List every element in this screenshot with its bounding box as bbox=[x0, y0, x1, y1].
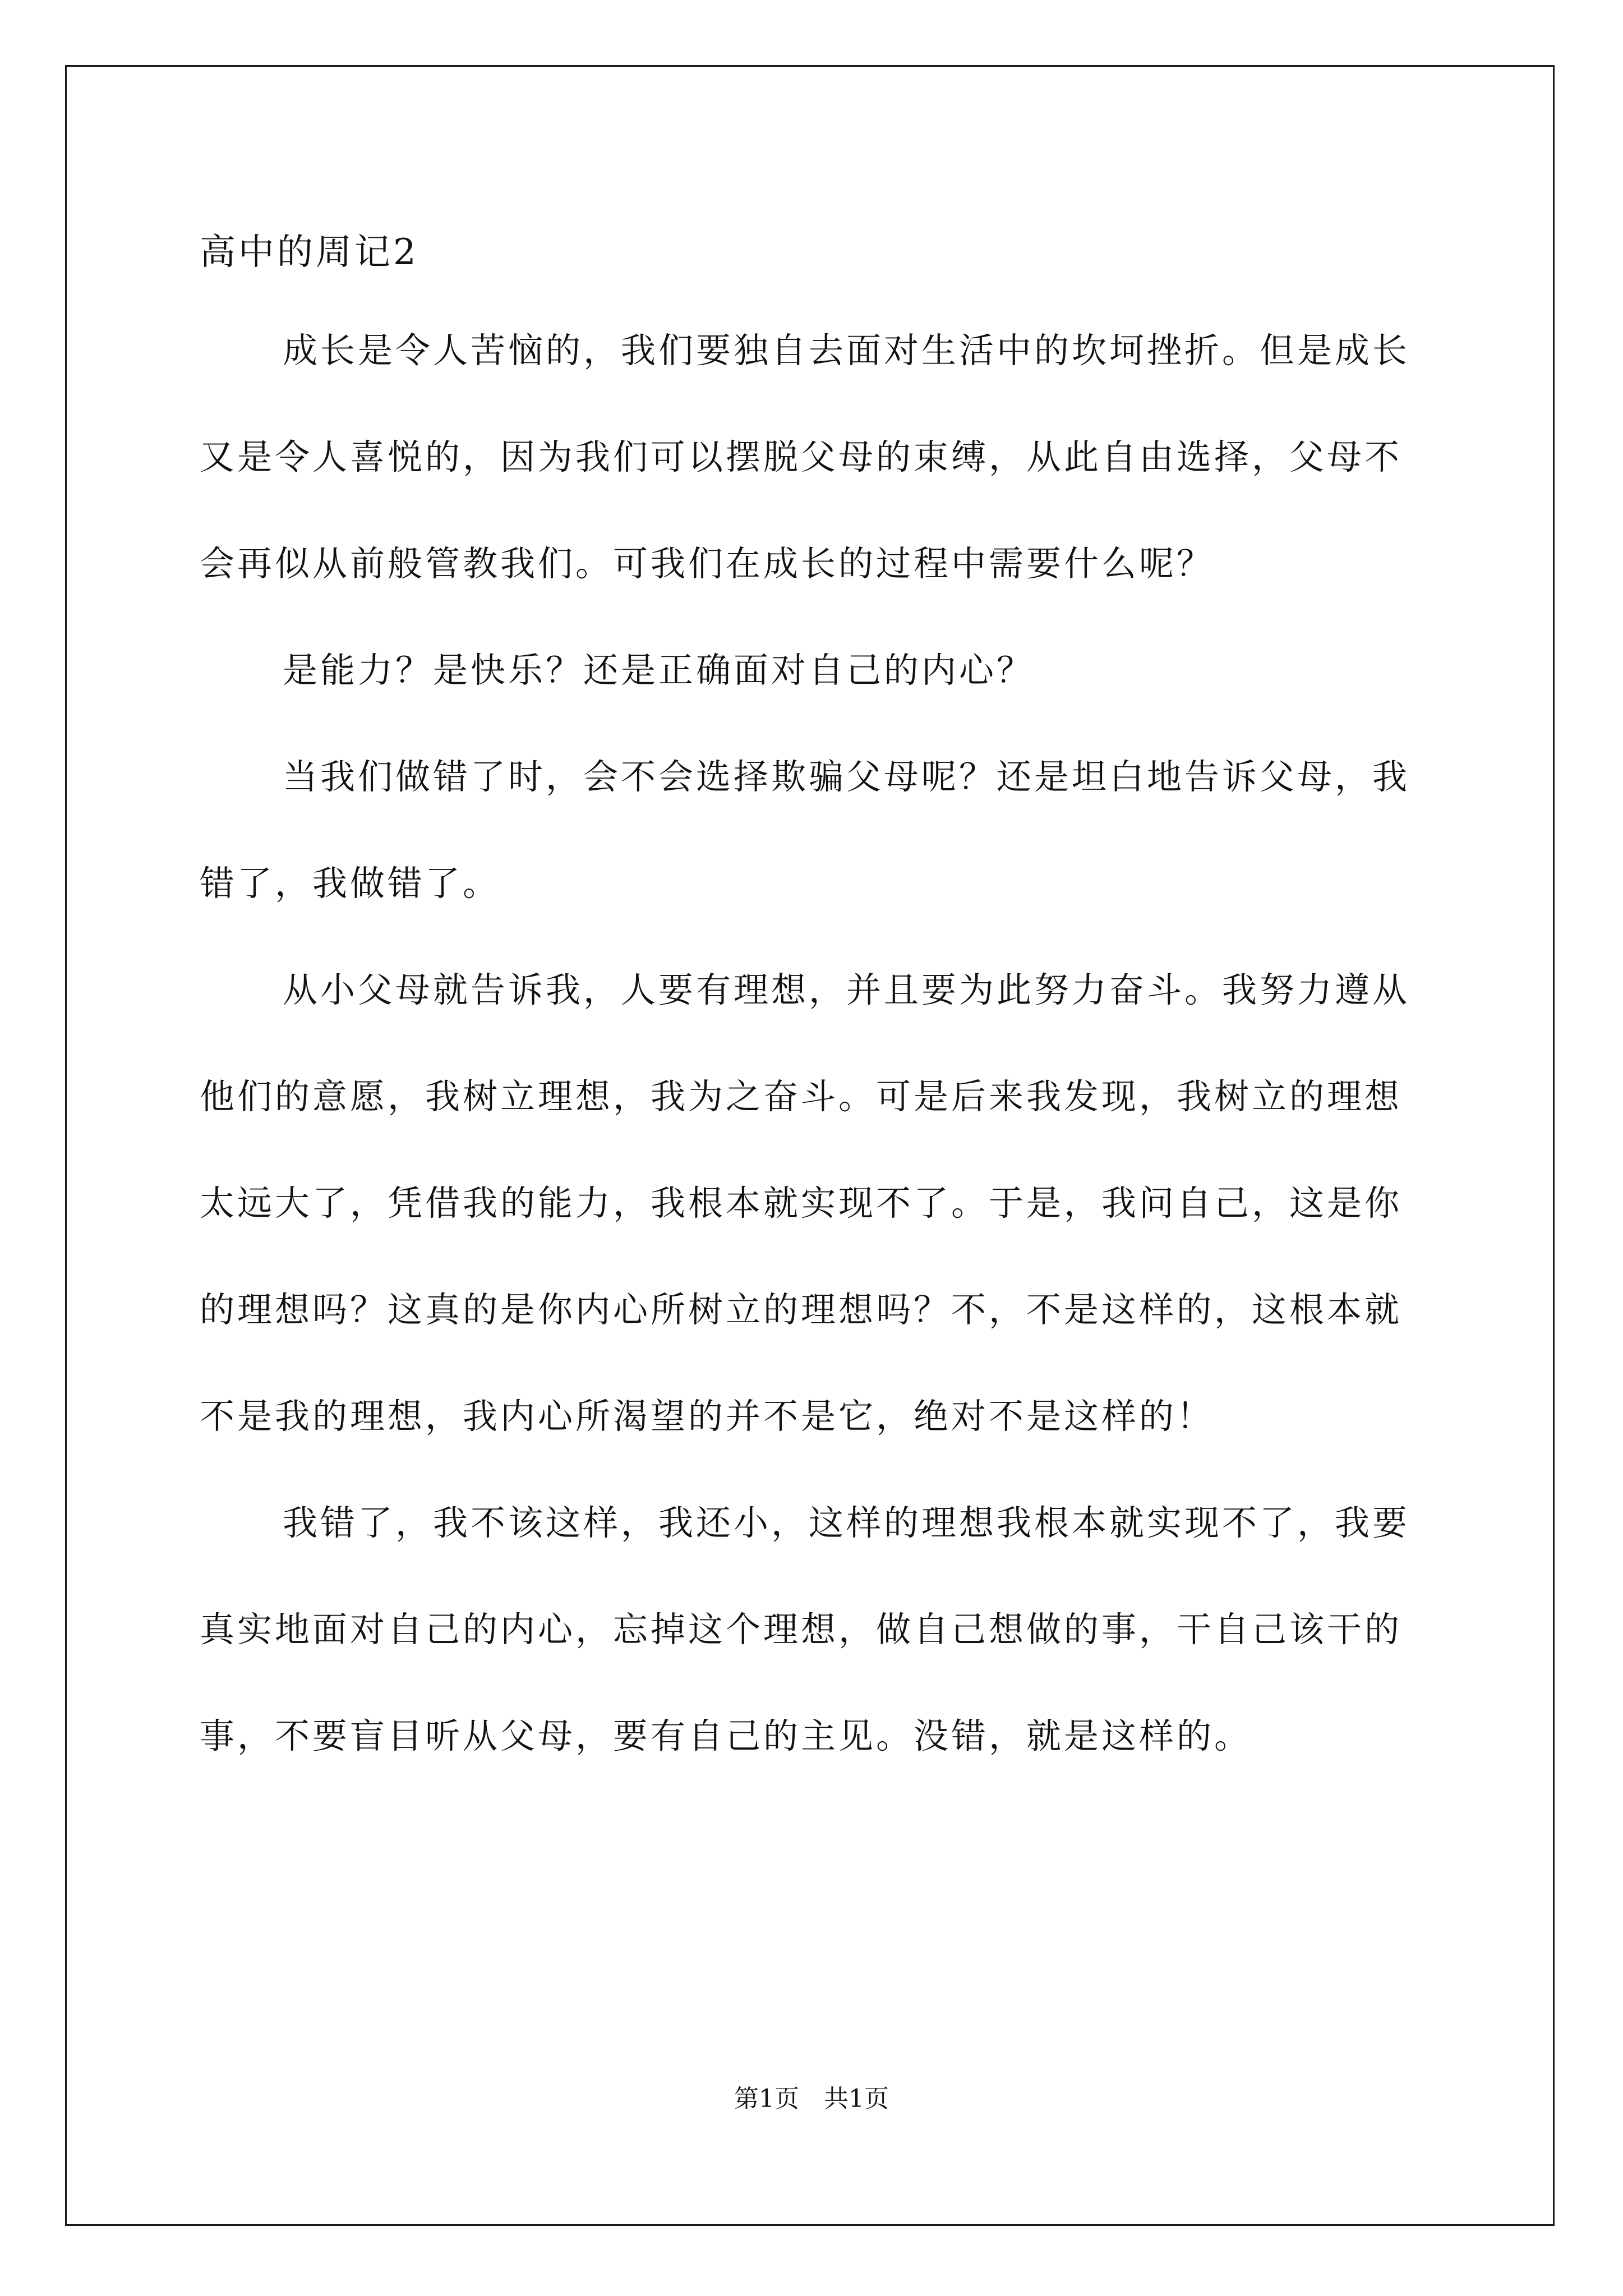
paragraph-1: 成长是令人苦恼的，我们要独自去面对生活中的坎坷挫折。但是成长又是令人喜悦的，因为我们可以摆脱父母的束缚，从此自由选择，父母不会再似从前般管教我们。可我们在成长的过程中需要什么呢？ bbox=[200, 330, 1410, 584]
page-footer bbox=[0, 2082, 1623, 2116]
document-body bbox=[200, 208, 1439, 1789]
paragraph-5: 我错了，我不该这样，我还小，这样的理想我根本就实现不了，我要真实地面对自己的内心，忘掉这个理想，做自己想做的事，干自己该干的事，不要盲目听从父母，要有自己的主见。没错，就是这样的。 bbox=[200, 1502, 1410, 1756]
total-pages-label: 共1页 bbox=[824, 2085, 889, 2113]
paragraph-2: 是能力？是快乐？还是正确面对自己的内心？ bbox=[283, 650, 1035, 691]
paragraph-4: 从小父母就告诉我，人要有理想，并且要为此努力奋斗。我努力遵从他们的意愿，我树立理想，我为之奋斗。可是后来我发现，我树立的理想太远大了，凭借我的能力，我根本就实现不了。于是，我问自己，这是你的理想吗？这真的是你内心所树立的理想吗？不，不是这样的，这根本就不是我的理想，我内心所渴望的并不是它，绝对不是这样的！ bbox=[200, 969, 1410, 1437]
paragraph-3: 当我们做错了时，会不会选择欺骗父母呢？还是坦白地告诉父母，我错了，我做错了。 bbox=[200, 756, 1410, 904]
current-page-label: 第1页 bbox=[734, 2085, 799, 2113]
document-title: 高中的周记2 bbox=[200, 232, 419, 273]
